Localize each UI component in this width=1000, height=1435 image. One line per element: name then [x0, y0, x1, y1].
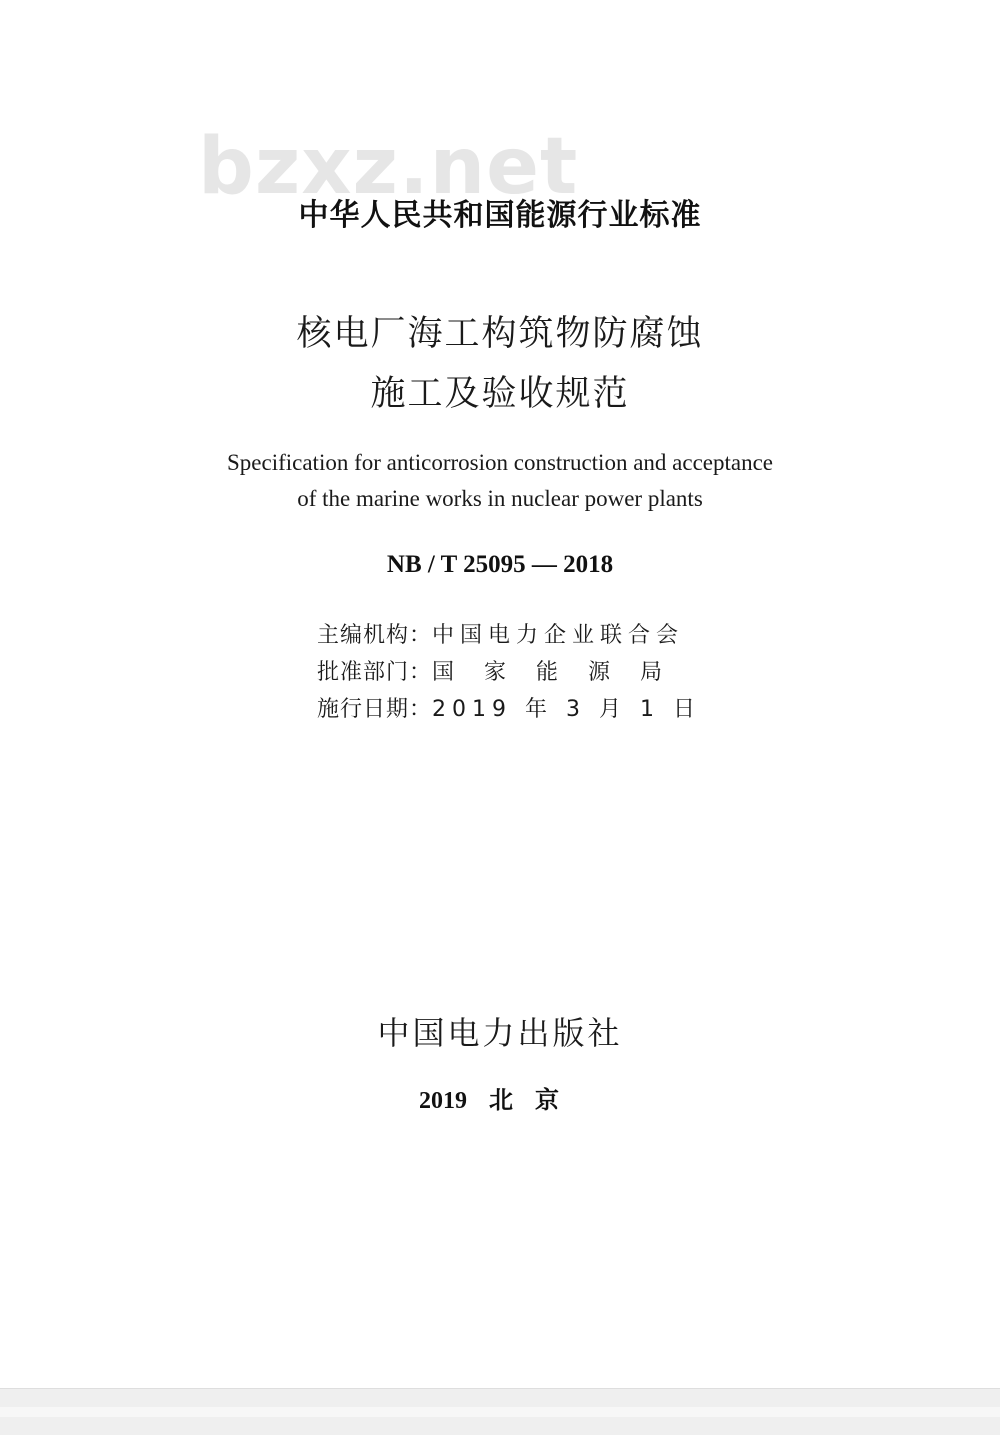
- editor-value: 中国电力企业联合会: [432, 623, 685, 648]
- title-chinese-line-1: 核电厂海工构筑物防腐蚀: [296, 314, 704, 354]
- approver-row: [317, 655, 692, 686]
- publisher-name: 中国电力出版社: [377, 1014, 623, 1052]
- standard-code: NB / T 25095 — 2018: [386, 551, 614, 578]
- title-english-line-1: Specification for anticorrosion construction and acceptance: [226, 450, 774, 475]
- title-english-line-2: of the marine works in nuclear power plants: [297, 486, 703, 511]
- watermark: bzxz.net: [198, 122, 579, 212]
- effective-date-label: 施行日期：: [317, 697, 433, 722]
- approver-value: 国家能源局: [432, 660, 693, 685]
- publication-year: 2019: [419, 1088, 467, 1114]
- publication-city: 北京: [489, 1086, 581, 1114]
- effective-date-row: [317, 692, 701, 723]
- page-edge-stripe: [0, 1407, 1000, 1417]
- standard-category-header: 中华人民共和国能源行业标准: [298, 198, 702, 233]
- publication-year-city: [0, 1080, 1000, 1115]
- page-bottom-edge: [0, 1388, 1000, 1435]
- editor-organization-row: [317, 618, 684, 649]
- effective-date-value: 2019 年 3 月 1 日: [432, 697, 701, 722]
- title-chinese-line-2: 施工及验收规范: [370, 374, 630, 414]
- editor-label: 主编机构：: [317, 623, 433, 648]
- approver-label: 批准部门：: [317, 660, 433, 685]
